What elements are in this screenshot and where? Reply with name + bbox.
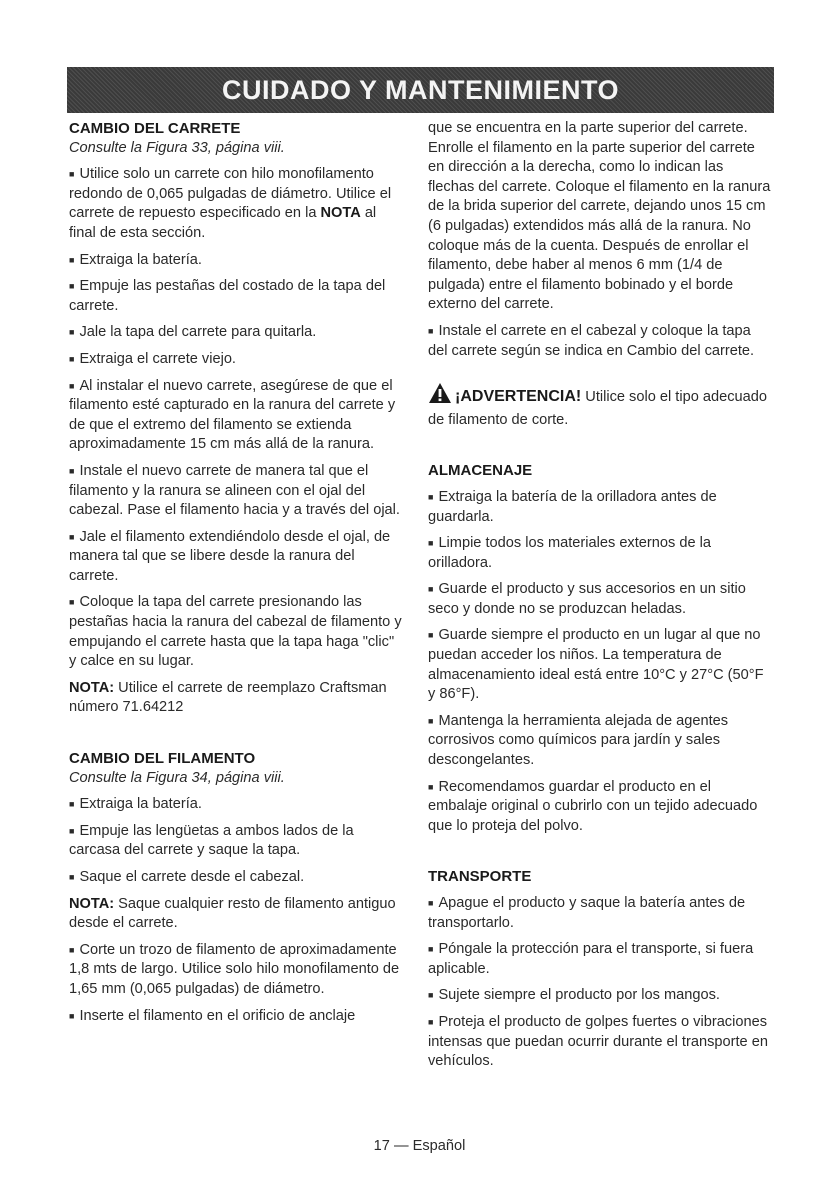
page-footer: 17 — Español	[373, 1138, 466, 1154]
warning-triangle-icon	[428, 382, 452, 411]
right-column	[428, 119, 773, 1079]
list-item: ■ Jale el filamento extendiéndolo desde el ojal, de manera tal que se libere desde la ranura del carrete.	[69, 528, 405, 587]
figure-ref-34: Consulte la Figura 34, página viii.	[69, 769, 285, 786]
list-item: ■ Empuje las pestañas del costado de la tapa del carrete.	[69, 277, 405, 316]
list-item: ■ Jale la tapa del carrete para quitarla.	[69, 323, 405, 343]
list-item: ■ Instale el nuevo carrete de manera tal que el filamento y la ranura se alineen con el ojal del cabezal. Pase el filamento hacia y a través del ojal.	[69, 462, 405, 521]
list-item: ■ Corte un trozo de filamento de aproximadamente 1,8 mts de largo. Utilice solo hilo monofilamento de 1,65 mm (0,065 pulgadas) de diámetro.	[69, 941, 405, 1000]
list-item: ■ Extraiga la batería.	[69, 795, 405, 815]
heading-cambio-filamento: CAMBIO DEL FILAMENTO	[69, 750, 256, 768]
warning-block: ¡ADVERTENCIA! Utilice solo el tipo adecuado de filamento de corte.	[428, 382, 773, 430]
page-title: CUIDADO Y MANTENIMIENTO	[221, 74, 620, 105]
list-item: ■ Utilice solo un carrete con hilo monofilamento redondo de 0,065 pulgadas de diámetro. Utilice el carrete de repuesto especificado en la NOTA al final de esta sección.	[69, 165, 405, 243]
list-item: ■ Extraiga la batería de la orilladora antes de guardarla.	[428, 488, 773, 527]
list-item: ■ Limpie todos los materiales externos de la orilladora.	[428, 534, 773, 573]
list-item: ■ Empuje las lengüetas a ambos lados de la carcasa del carrete y saque la tapa.	[69, 822, 405, 861]
heading-cambio-carrete: CAMBIO DEL CARRETE	[69, 120, 241, 137]
heading-almacenaje: ALMACENAJE	[428, 462, 533, 480]
heading-transporte: TRANSPORTE	[428, 868, 532, 886]
list-item: ■ Guarde siempre el producto en un lugar al que no puedan acceder los niños. La temperatura de almacenamiento ideal está entre 10°C y 27°C (50°F y 86°F).	[428, 626, 773, 704]
list-item: ■ Recomendamos guardar el producto en el embalaje original o cubrirlo con un tejido adecuado que lo proteja del polvo.	[428, 778, 773, 837]
note-carrete: NOTA: Utilice el carrete de reemplazo Craftsman número 71.64212	[69, 679, 387, 716]
list-item: ■ Póngale la protección para el transporte, si fuera aplicable.	[428, 940, 773, 979]
note-filamento: NOTA: Saque cualquier resto de filamento antiguo desde el carrete.	[69, 895, 396, 932]
list-item: ■ Apague el producto y saque la batería antes de transportarlo.	[428, 894, 773, 933]
list-item: ■ Saque el carrete desde el cabezal.	[69, 868, 405, 888]
continued-text: que se encuentra en la parte superior del carrete. Enrolle el filamento en la parte superior del carrete en dirección a la derecha, como lo indican las flechas del carrete. Coloque el filamento en la ranura de la brida superior del carrete, dejando unos 15 cm (6 pulgadas) extendidos más allá de la ranura. No coloque más de la cuenta. Después de enrollar el filamento, debe haber al menos 6 mm (1/4 de pulgada) entre el filamento bobinado y el borde externo del carrete.	[428, 120, 771, 313]
list-item: ■ Coloque la tapa del carrete presionando las pestañas hacia la ranura del cabezal de filamento y empujando el carrete hasta que la tapa haga "clic" y calce en su lugar.	[69, 593, 405, 671]
list-item: ■ Extraiga la batería.	[69, 251, 405, 271]
list-item: ■ Mantenga la herramienta alejada de agentes corrosivos como químicos para jardín y sales descongelantes.	[428, 712, 773, 771]
list-item: ■ Instale el carrete en el cabezal y coloque la tapa del carrete según se indica en Cambio del carrete.	[428, 322, 773, 361]
list-item: ■ Inserte el filamento en el orificio de anclaje	[69, 1007, 405, 1027]
list-item: ■ Guarde el producto y sus accesorios en un sitio seco y donde no se produzcan heladas.	[428, 580, 773, 619]
figure-ref-33: Consulte la Figura 33, página viii.	[69, 139, 285, 156]
list-item: ■ Proteja el producto de golpes fuertes o vibraciones intensas que puedan ocurrir durante el transporte en vehículos.	[428, 1013, 773, 1072]
section-banner	[67, 67, 774, 113]
list-item: ■ Extraiga el carrete viejo.	[69, 350, 405, 370]
list-item: ■ Sujete siempre el producto por los mangos.	[428, 986, 773, 1006]
list-item: ■ Al instalar el nuevo carrete, asegúrese de que el filamento esté capturado en la ranura del carrete y de que el extremo del filamento se extienda aproximadamente 15 cm más allá de la ranura.	[69, 377, 405, 455]
left-column	[69, 119, 405, 1033]
